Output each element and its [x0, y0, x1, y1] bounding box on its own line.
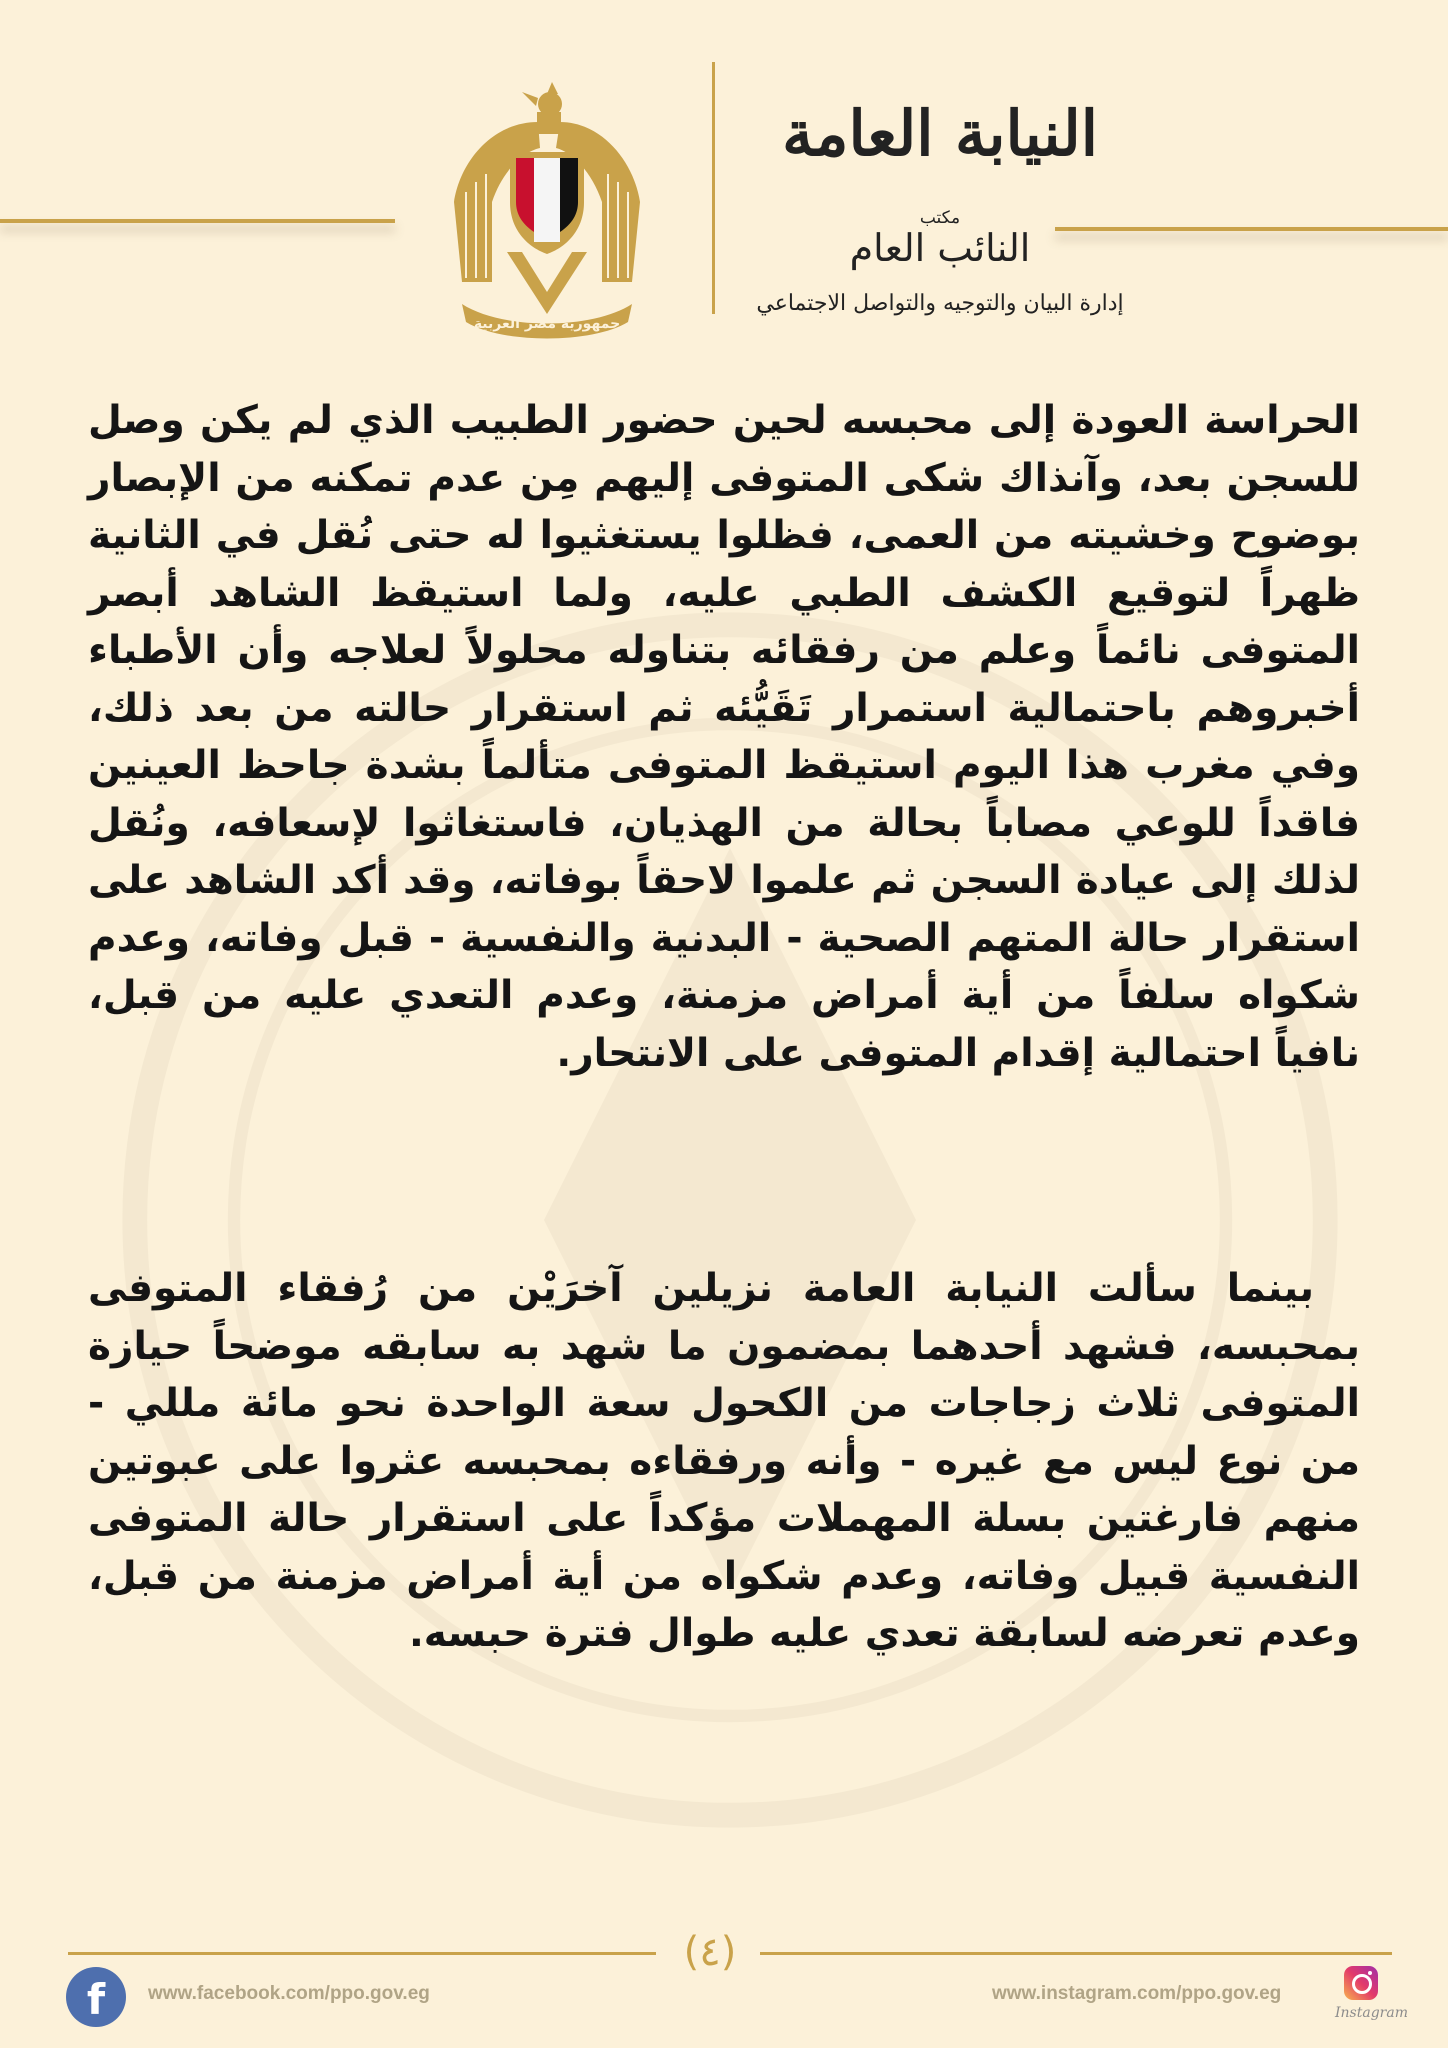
footer-rule-right [760, 1952, 1392, 1955]
footer-rule-left [68, 1952, 656, 1955]
facebook-link[interactable]: www.facebook.com/ppo.gov.eg [148, 1983, 430, 2004]
instagram-icon[interactable] [1344, 1966, 1378, 2000]
office-department: إدارة البيان والتوجيه والتواصل الاجتماعي [756, 291, 1124, 316]
office-title: النيابة العامة [782, 97, 1098, 170]
statement-body [88, 392, 1360, 1790]
issuing-office [756, 97, 1124, 340]
eagle-emblem [452, 82, 642, 340]
paragraph-2 [88, 1260, 1360, 1790]
office-word: مكتب [919, 208, 961, 228]
header-divider [712, 62, 715, 314]
facebook-icon[interactable]: f [66, 1967, 126, 2027]
header-rule-left [0, 219, 395, 223]
page-number: (٤) [683, 1929, 737, 1975]
instagram-label: Instagram [1335, 2005, 1408, 2021]
paragraph-1: الحراسة العودة إلى محبسه لحين حضور الطبيب الذي لم يكن وصل للسجن بعد، وآنذاك شكى المتوفى إليهم مِن عدم تمكنه من الإبصار بوضوح وخشيته من العمى، فظلوا يستغثيوا له حتى نُقل في الثانية ظهراً لتوقيع الكشف الطبي عليه، ولما استيقظ الشاهد أبصر المتوفى نائماً وعلم من رفقائه بتناوله محلولاً لعلاجه وأن الأطباء أخبروهم باحتمالية استمرار تَقَيُّئه ثم استقرار حالته من بعد ذلك، وفي مغرب هذا اليوم استيقظ المتوفى متألماً بشدة جاحظ العينين فاقداً للوعي مصاباً بحالة من الهذيان، فاستغاثوا لإسعافه، ونُقل لذلك إلى عيادة السجن ثم علموا لاحقاً بوفاته، وقد أكد الشاهد على استقرار حالة المتهم الصحية - البدنية والنفسية - قبل وفاته، وعدم شكواه سلفاً من أية أمراض مزمنة، وعدم التعدي عليه من قبل، نافياً احتمالية إقدام المتوفى على الانتحار. [88, 398, 1360, 1076]
office-attorney-general: النائب العام [849, 226, 1031, 270]
paragraph-2-text: بينما سألت النيابة العامة نزيلين آخرَيْن من رُفقاء المتوفى بمحبسه، فشهد أحدهما بمضمون ما شهد به سابقه موضحاً حيازة المتوفى ثلاث زجاجات من الكحول سعة الواحدة نحو مائة مللي - من نوع ليس مع غيره - وأنه ورفقاءه بمحبسه عثروا على عبوتين منهم فارغتين بسلة المهملات مؤكداً على استقرار حالة المتوفى النفسية قبيل وفاته، وعدم شكواه من أية أمراض مزمنة من قبل، وعدم تعرضه لسابقة تعدي عليه طوال فترة حبسه. [88, 1266, 1360, 1656]
instagram-link[interactable]: www.instagram.com/ppo.gov.eg [992, 1983, 1282, 2004]
emblem-ribbon-text: جمهورية مصر العربية [473, 316, 621, 332]
